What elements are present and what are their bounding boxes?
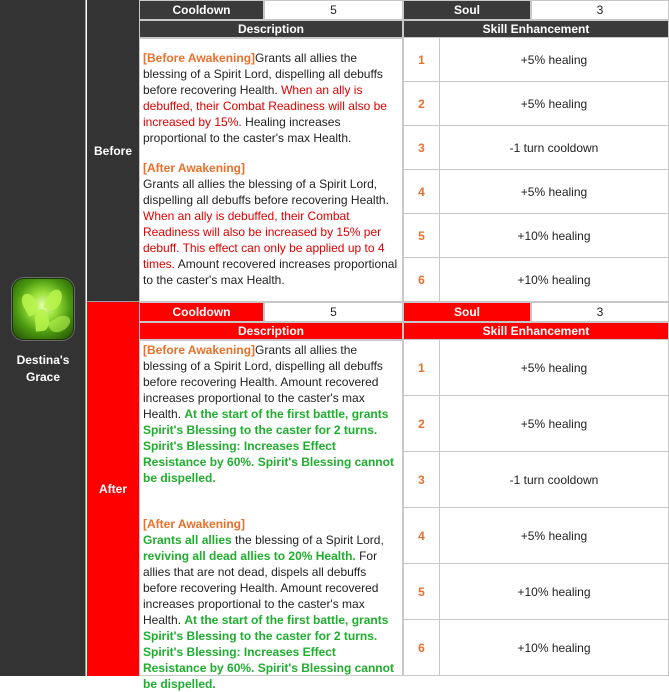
enhancement-effect: +5% healing	[520, 416, 588, 431]
after-cooldown-value: 5	[264, 302, 403, 322]
before-section	[139, 0, 669, 302]
awakening-tag: [Before Awakening]	[143, 51, 256, 65]
enhancement-row	[403, 508, 669, 564]
enhancement-row	[403, 452, 669, 508]
awakening-tag: [Before Awakening]	[143, 343, 256, 357]
before-enhancement-header: Skill Enhancement	[403, 20, 669, 38]
skill-name-line1: Destina's	[16, 353, 70, 367]
enhancement-level: 6	[404, 620, 440, 675]
enhancement-level: 3	[404, 452, 440, 507]
leaf-sparkle-icon	[12, 278, 74, 340]
enhancement-effect: +10% healing	[517, 228, 591, 243]
before-description-header: Description	[139, 20, 403, 38]
enhancement-row	[403, 170, 669, 214]
enhancement-row	[403, 82, 669, 126]
desc-text: For allies that are not dead, dispels all debuffs before recovering Health. Amount recovered increases proportional to the caster's max Health.	[143, 549, 379, 627]
after-description-header: Description	[139, 322, 403, 340]
enhancement-effect: +5% healing	[520, 52, 588, 67]
enhancement-level: 5	[404, 564, 440, 619]
after-soul-label: Soul	[403, 302, 531, 322]
enhancement-row	[403, 340, 669, 396]
skill-name	[0, 352, 86, 386]
before-soul-label: Soul	[403, 0, 531, 20]
skill-name-line2: Grace	[25, 370, 61, 384]
enhancement-level: 4	[404, 508, 440, 563]
after-section	[139, 302, 669, 691]
enhancement-effect: -1 turn cooldown	[509, 140, 599, 155]
enhancement-effect: +10% healing	[517, 272, 591, 287]
enhancement-level: 4	[404, 170, 440, 213]
enhancement-effect: +5% healing	[520, 96, 588, 111]
after-description	[139, 340, 403, 691]
stage-after-text: After	[98, 482, 127, 496]
before-column-headers	[139, 20, 669, 38]
desc-text: Grants all allies the blessing of a Spirit Lord, dispelling all debuffs before recovering Health. Amount recovered increases proportional to the caster's max Health.	[143, 343, 383, 421]
enhancement-effect: +5% healing	[520, 528, 588, 543]
enhancement-effect: +5% healing	[520, 360, 588, 375]
enhancement-effect: +5% healing	[520, 184, 588, 199]
enhancement-row	[403, 396, 669, 452]
before-enhancement-list	[403, 38, 669, 302]
awakening-tag: [After Awakening]	[143, 161, 246, 175]
enhancement-row	[403, 126, 669, 170]
after-column-headers	[139, 322, 669, 340]
desc-highlight-green: Grants all allies	[143, 533, 232, 547]
after-enhancement-list	[403, 340, 669, 676]
stage-before-text: Before	[93, 143, 132, 158]
enhancement-level: 2	[404, 82, 440, 125]
enhancement-effect: +10% healing	[517, 584, 591, 599]
before-desc-after-awakening	[143, 160, 399, 288]
after-soul-value: 3	[531, 302, 669, 322]
desc-highlight-red: When an ally is debuffed, their Combat Readiness will also be increased by 15%.	[143, 83, 387, 129]
enhancement-row	[403, 564, 669, 620]
skill-column	[0, 0, 86, 676]
after-desc-after-awakening	[143, 516, 399, 692]
desc-text: Grants all allies the blessing of a Spirit Lord, dispelling all debuffs before recovering Health.	[143, 177, 389, 207]
enhancement-level: 1	[404, 340, 440, 395]
desc-highlight-green: At the start of the first battle, grants Spirit's Blessing to the caster for 2 turns. Spirit's Blessing: Increases Effect Resistance by 60%. Spirit's Blessing cannot be dispelled.	[143, 613, 394, 691]
enhancement-row	[403, 620, 669, 676]
before-desc-before-awakening	[143, 50, 399, 146]
enhancement-level: 5	[404, 214, 440, 257]
after-enhancement-header: Skill Enhancement	[403, 322, 669, 340]
after-cooldown-label: Cooldown	[139, 302, 264, 322]
desc-highlight-green: At the start of the first battle, grants Spirit's Blessing to the caster for 2 turns. Spirit's Blessing: Increases Effect Resistance by 60%. Spirit's Blessing cannot be dispelled.	[143, 407, 394, 485]
enhancement-effect: +10% healing	[517, 640, 591, 655]
stage-after-label	[87, 302, 139, 676]
enhancement-row	[403, 38, 669, 82]
enhancement-row	[403, 214, 669, 258]
before-cooldown-value: 5	[264, 0, 403, 20]
desc-highlight-green: reviving all dead allies to 20% Health.	[143, 549, 356, 563]
desc-text: Amount recovered increases proportional to the caster's max Health.	[143, 257, 398, 287]
awakening-tag: [After Awakening]	[143, 517, 246, 531]
desc-text: the blessing of a Spirit Lord,	[231, 533, 384, 547]
enhancement-level: 2	[404, 396, 440, 451]
after-desc-before-awakening	[143, 342, 399, 486]
before-cooldown-label: Cooldown	[139, 0, 264, 20]
enhancement-level: 1	[404, 38, 440, 81]
after-stats-row	[139, 302, 669, 322]
stage-before-label	[87, 0, 139, 302]
enhancement-effect: -1 turn cooldown	[509, 472, 599, 487]
desc-text: Grants all allies the blessing of a Spirit Lord, dispelling all debuffs before recovering Health.	[143, 51, 383, 97]
enhancement-level: 6	[404, 258, 440, 301]
before-stats-row	[139, 0, 669, 20]
before-soul-value: 3	[531, 0, 669, 20]
enhancement-level: 3	[404, 126, 440, 169]
desc-text: Healing increases proportional to the caster's max Health.	[143, 115, 352, 145]
desc-highlight-red: When an ally is debuffed, their Combat Readiness will also be increased by 15% per debuff. This effect can only be applied up to 4 times.	[143, 209, 385, 271]
enhancement-row	[403, 258, 669, 302]
before-description	[139, 38, 403, 302]
